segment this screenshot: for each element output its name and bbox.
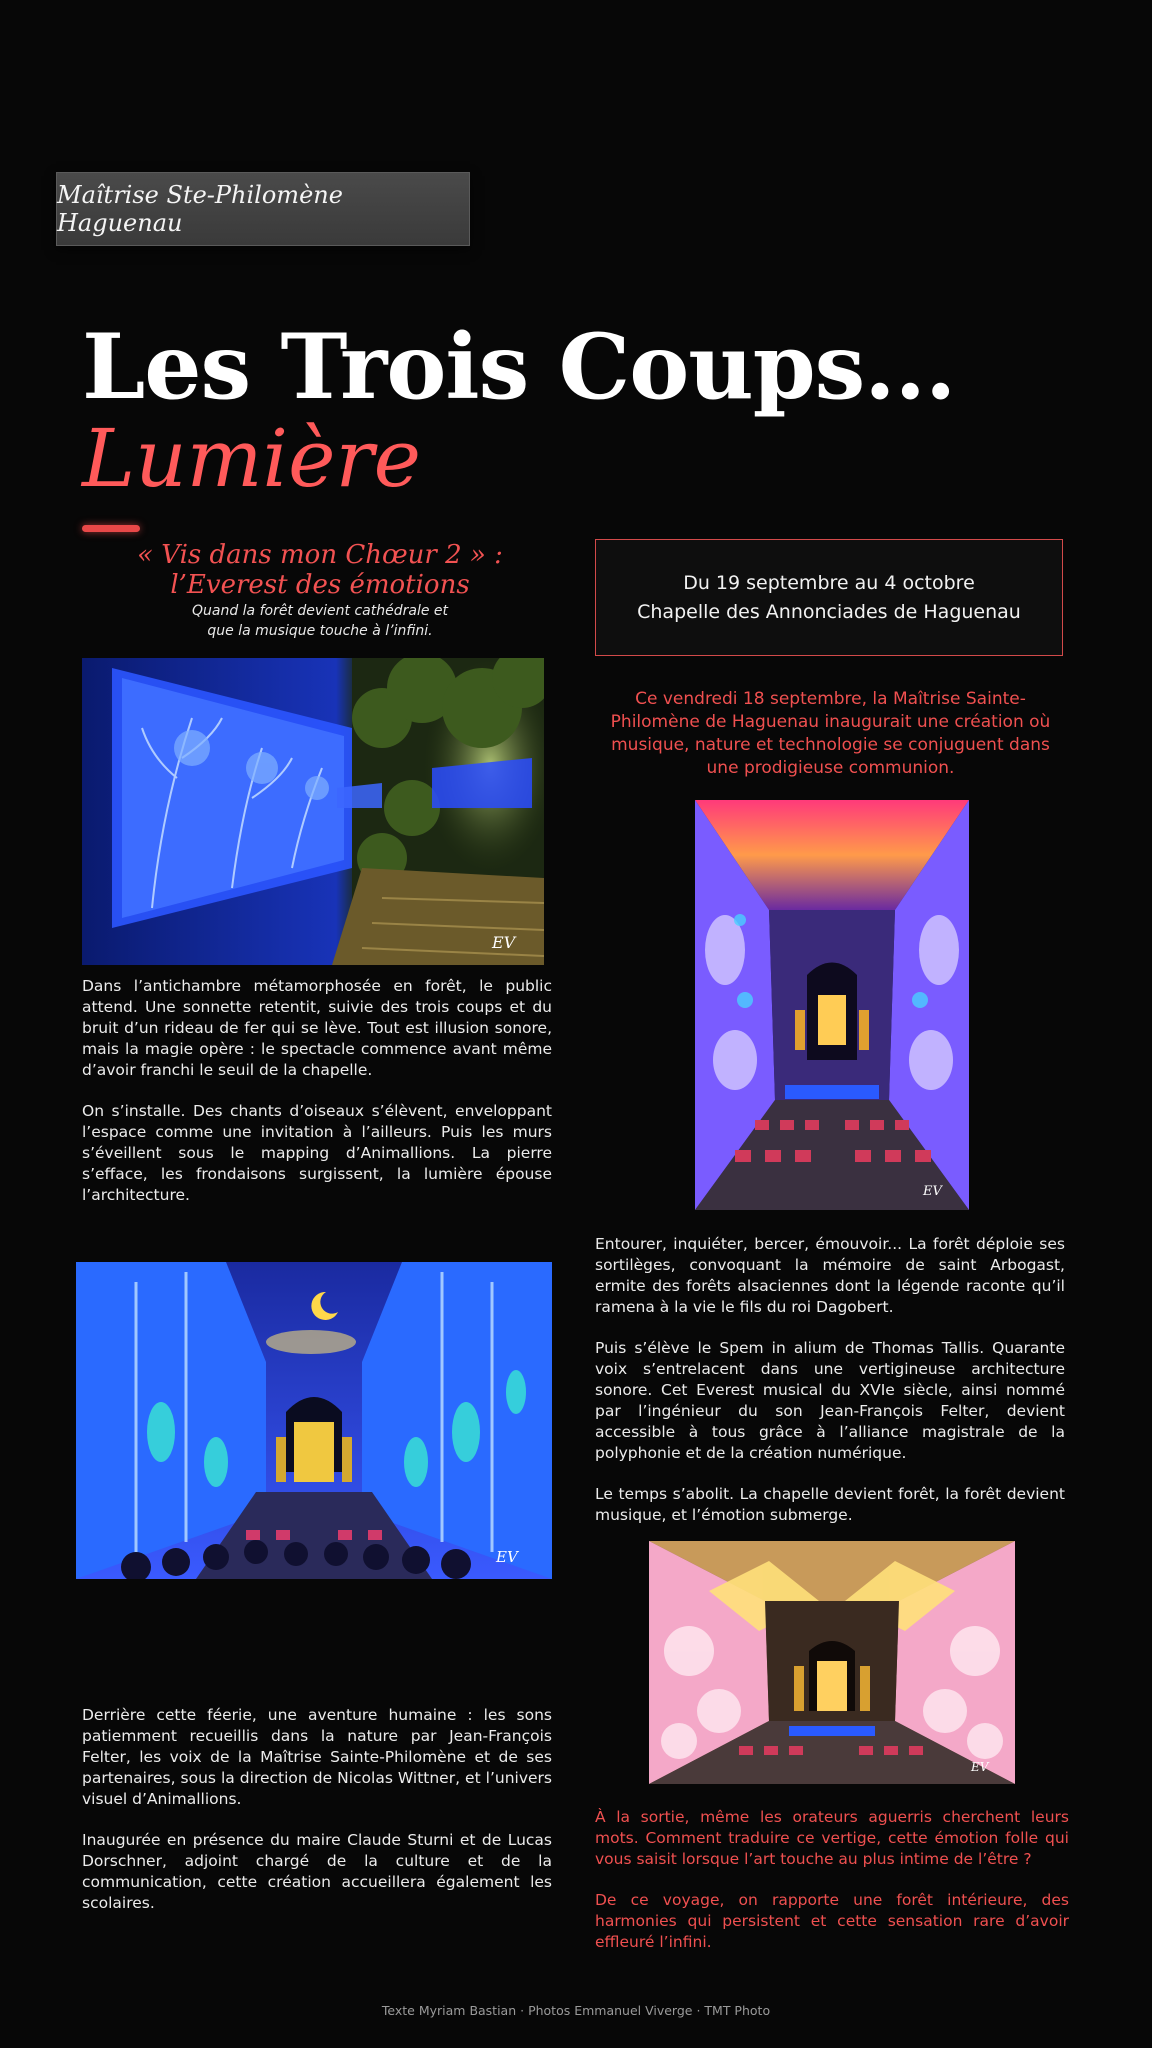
photo-chapel-pink-wings bbox=[649, 1541, 1015, 1784]
tagline-line-1: Quand la forêt devient cathédrale et bbox=[191, 603, 449, 619]
subheading-line-1: « Vis dans mon Chœur 2 » : bbox=[137, 540, 503, 570]
photo-watermark: EV bbox=[492, 933, 516, 952]
left-column-top bbox=[82, 976, 552, 1226]
venue: Chapelle des Annonciades de Haguenau bbox=[637, 600, 1021, 623]
subheading-line-2: l’Everest des émotions bbox=[170, 570, 470, 600]
photo-watermark: EV bbox=[971, 1760, 989, 1774]
photo-chapel-aisle bbox=[695, 800, 969, 1210]
left-column-bottom bbox=[82, 1705, 552, 1934]
article-subheading bbox=[110, 540, 530, 600]
accent-bar bbox=[82, 525, 140, 532]
date-location-box bbox=[595, 539, 1063, 656]
paragraph: Le temps s’abolit. La chapelle devient forêt, la forêt devient musique, et l’émotion submerge. bbox=[595, 1485, 1065, 1524]
tagline-line-2: que la musique touche à l’infini. bbox=[207, 623, 433, 639]
photo-credit: Texte Myriam Bastian · Photos Emmanuel Viverge · TMT Photo bbox=[381, 2003, 771, 2018]
photo-chapel-blue-audience bbox=[76, 1262, 552, 1579]
paragraph: On s’installe. Des chants d’oiseaux s’élèvent, enveloppant l’espace comme une invitation à l’ailleurs. Puis les murs s’éveillent sous le mapping d’Animallions. La pierre s’efface, les frondaisons surgissent, la lumière épouse l’architecture. bbox=[82, 1102, 552, 1204]
article-tagline bbox=[150, 601, 490, 641]
badge-text: Maîtrise Ste-Philomène Haguenau bbox=[57, 181, 343, 237]
paragraph: Dans l’antichambre métamorphosée en forêt, le public attend. Une sonnette retentit, suivie des trois coups et du bruit d’un rideau de fer qui se lève. Tout est illusion sonore, mais la magie opère : le spectacle commence avant même d’avoir franchi le seuil de la chapelle. bbox=[82, 977, 552, 1079]
paragraph: À la sortie, même les orateurs aguerris cherchent leurs mots. Comment traduire ce vertige, cette émotion folle qui vous saisit lorsque l’art touche au plus intime de l’être ? bbox=[595, 1808, 1069, 1868]
right-column-middle bbox=[595, 1234, 1065, 1546]
date-range: Du 19 septembre au 4 octobre bbox=[683, 571, 975, 594]
intro-paragraph: Ce vendredi 18 septembre, la Maîtrise Sainte-Philomène de Haguenau inaugurait une création où musique, nature et technologie se conjuguent dans une prodigieuse communion. bbox=[610, 689, 1051, 778]
right-column-bottom bbox=[595, 1807, 1069, 1973]
photo-watermark: EV bbox=[923, 1184, 942, 1199]
paragraph: Inaugurée en présence du maire Claude Sturni et de Lucas Dorschner, adjoint chargé de la culture et de la communication, cette création accueillera également les scolaires. bbox=[82, 1831, 552, 1912]
page-title-accent: Lumière bbox=[82, 412, 422, 505]
header-badge bbox=[56, 172, 470, 246]
paragraph: Puis s’élève le Spem in alium de Thomas Tallis. Quarante voix s’entrelacent dans une vertigineuse architecture sonore. Cet Everest musical du XVIe siècle, ainsi nommé par l’ingénieur du son Jean-François Felter, devient accessible à tous grâce à l’alliance magistrale de la polyphonie et de la création numérique. bbox=[595, 1339, 1065, 1462]
paragraph: Derrière cette féerie, une aventure humaine : les sons patiemment recueillis dans la nature par Jean-François Felter, les voix de la Maîtrise Sainte-Philomène et de ses partenaires, sous la direction de Nicolas Wittner, et l’univers visuel d’Animallions. bbox=[82, 1706, 552, 1808]
paragraph: Entourer, inquiéter, bercer, émouvoir... La forêt déploie ses sortilèges, convoquant la mémoire de saint Arbogast, ermite des forêts alsaciennes dont la légende raconte qu’il ramena à la vie le fils du roi Dagobert. bbox=[595, 1235, 1065, 1316]
photo-forest-antechamber bbox=[82, 658, 544, 965]
photo-watermark: EV bbox=[496, 1548, 518, 1566]
paragraph: De ce voyage, on rapporte une forêt intérieure, des harmonies qui persistent et cette sensation rare d’avoir effleuré l’infini. bbox=[595, 1891, 1069, 1951]
page-title: Les Trois Coups... bbox=[82, 314, 956, 420]
